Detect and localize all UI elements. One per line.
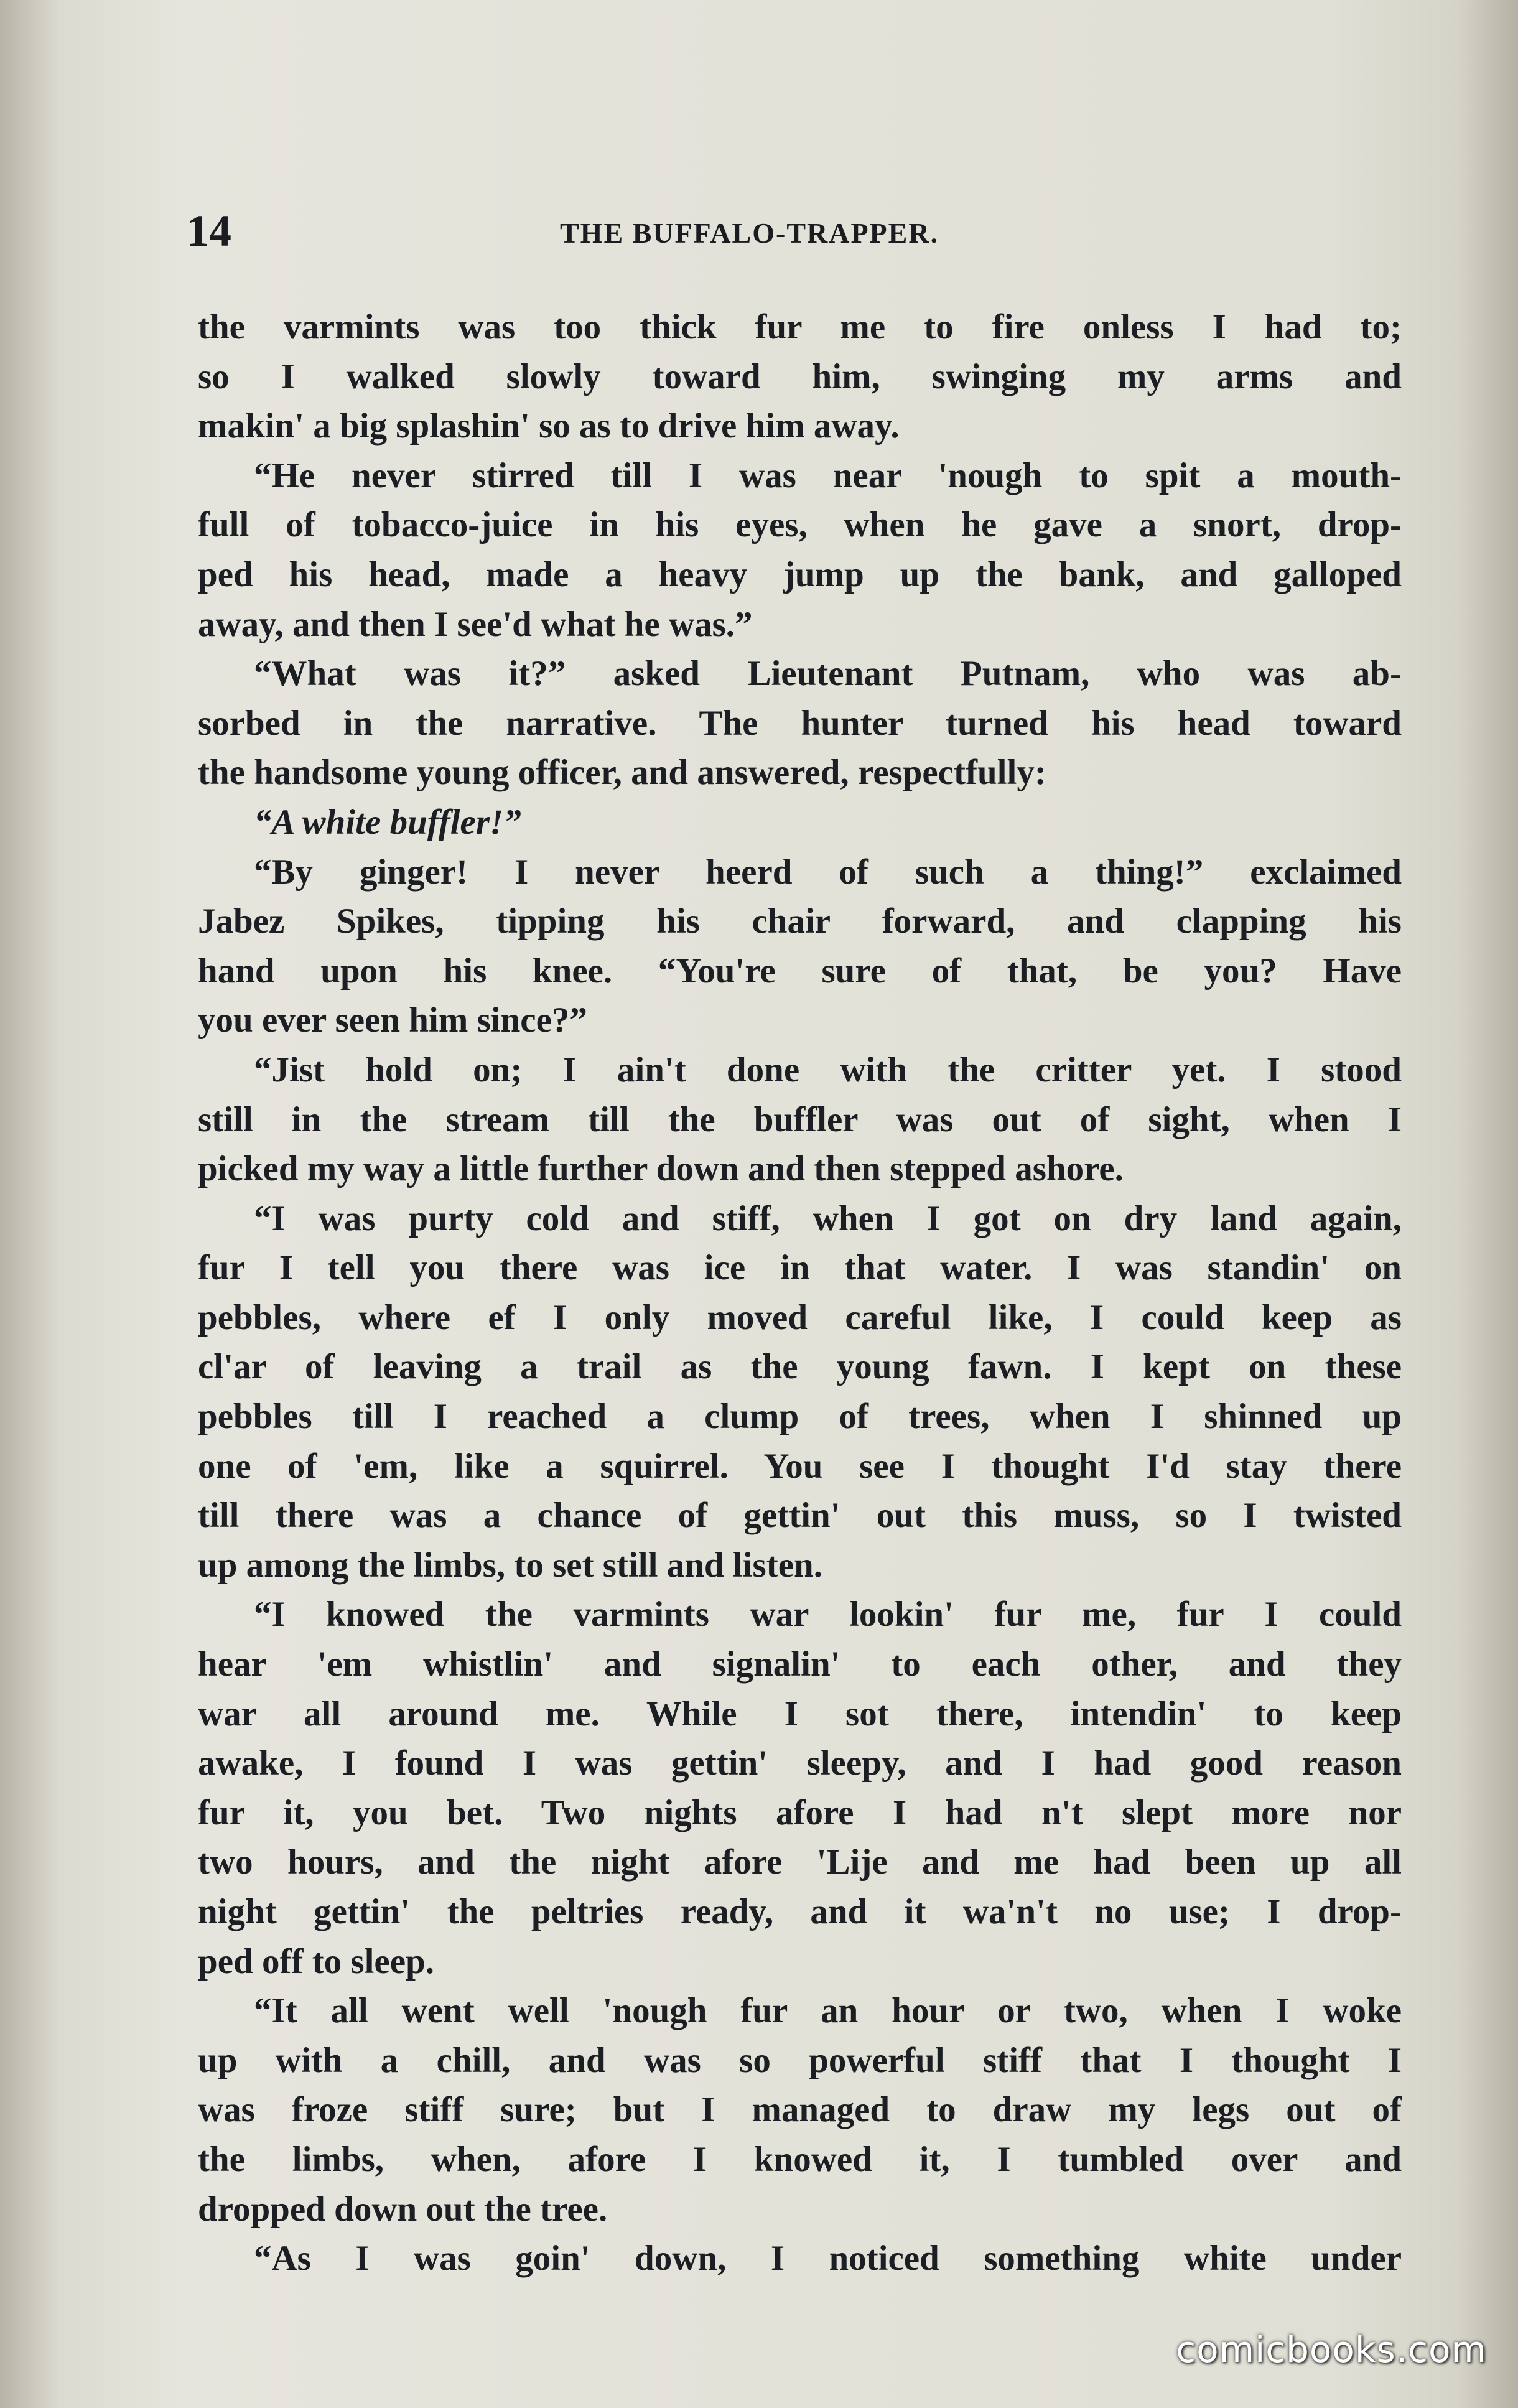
text-line: “He never stirred till I was near 'nough to spit a mouth- — [254, 455, 1402, 495]
text-line: makin' a big splashin' so as to drive him away. — [198, 406, 900, 446]
text-line: two hours, and the night afore 'Lije and me had been up all — [198, 1842, 1402, 1882]
text-line: “It all went well 'nough fur an hour or two, when I woke — [254, 1991, 1402, 2031]
running-title: THE BUFFALO-TRAPPER. — [560, 217, 939, 249]
text-line: one of 'em, like a squirrel. You see I thought I'd stay there — [198, 1446, 1402, 1486]
text-line: still in the stream till the buffler was out of sight, when I — [198, 1099, 1402, 1139]
text-line: the varmints was too thick fur me to fire onless I had to; — [198, 307, 1402, 347]
text-line: the limbs, when, afore I knowed it, I tumbled over and — [198, 2139, 1402, 2179]
text-line: pebbles till I reached a clump of trees, when I shinned up — [198, 1397, 1402, 1437]
text-line: awake, I found I was gettin' sleepy, and I had good reason — [198, 1743, 1402, 1783]
text-line: so I walked slowly toward him, swinging my arms and — [198, 357, 1402, 396]
text-line: “By ginger! I never heerd of such a thing!” exclaimed — [254, 852, 1402, 892]
watermark: comicbooks.com — [1176, 2328, 1487, 2371]
text-line: “I was purty cold and stiff, when I got on dry land again, — [254, 1198, 1402, 1238]
text-line: hear 'em whistlin' and signalin' to each other, and they — [198, 1645, 1402, 1684]
text-line: ped his head, made a heavy jump up the bank, and galloped — [198, 554, 1402, 594]
text-line: away, and then I see'd what he was.” — [198, 604, 753, 644]
text-line: “A white buffler!” — [254, 802, 521, 842]
text-line: up with a chill, and was so powerful stiff that I thought I — [198, 2040, 1402, 2080]
text-line: war all around me. While I sot there, intendin' to keep — [198, 1694, 1402, 1734]
text-line: “What was it?” asked Lieutenant Putnam, who was ab- — [254, 654, 1402, 694]
page-header — [187, 199, 1406, 255]
text-line: night gettin' the peltries ready, and it wa'n't no use; I drop- — [198, 1892, 1402, 1931]
text-line: was froze stiff sure; but I managed to draw my legs out of — [198, 2090, 1402, 2130]
text-line: up among the limbs, to set still and listen. — [198, 1545, 822, 1585]
text-line: “I knowed the varmints war lookin' fur me, fur I could — [254, 1595, 1402, 1635]
text-line: sorbed in the narrative. The hunter turned his head toward — [198, 703, 1402, 743]
text-line: “As I was goin' down, I noticed something white under — [254, 2239, 1402, 2279]
text-line: pebbles, where ef I only moved careful like, I could keep as — [198, 1297, 1402, 1337]
page-number: 14 — [187, 206, 231, 256]
text-line: Jabez Spikes, tipping his chair forward, and clapping his — [198, 902, 1402, 941]
text-line: dropped down out the tree. — [198, 2189, 608, 2229]
text-line: hand upon his knee. “You're sure of that, be you? Have — [198, 951, 1402, 991]
text-line: the handsome young officer, and answered, respectfully: — [198, 753, 1046, 793]
text-line: “Jist hold on; I ain't done with the critter yet. I stood — [254, 1050, 1402, 1090]
text-line: till there was a chance of gettin' out this muss, so I twisted — [198, 1496, 1402, 1536]
text-line: cl'ar of leaving a trail as the young fawn. I kept on these — [198, 1347, 1402, 1387]
text-line: fur it, you bet. Two nights afore I had n't slept more nor — [198, 1793, 1402, 1832]
text-line: you ever seen him since?” — [198, 1001, 587, 1040]
text-line: fur I tell you there was ice in that water. I was standin' on — [198, 1248, 1402, 1288]
text-line: picked my way a little further down and then stepped ashore. — [198, 1149, 1124, 1189]
text-line: ped off to sleep. — [198, 1941, 434, 1981]
text-line: full of tobacco-juice in his eyes, when he gave a snort, drop- — [198, 505, 1402, 545]
body-text — [198, 302, 1402, 2284]
